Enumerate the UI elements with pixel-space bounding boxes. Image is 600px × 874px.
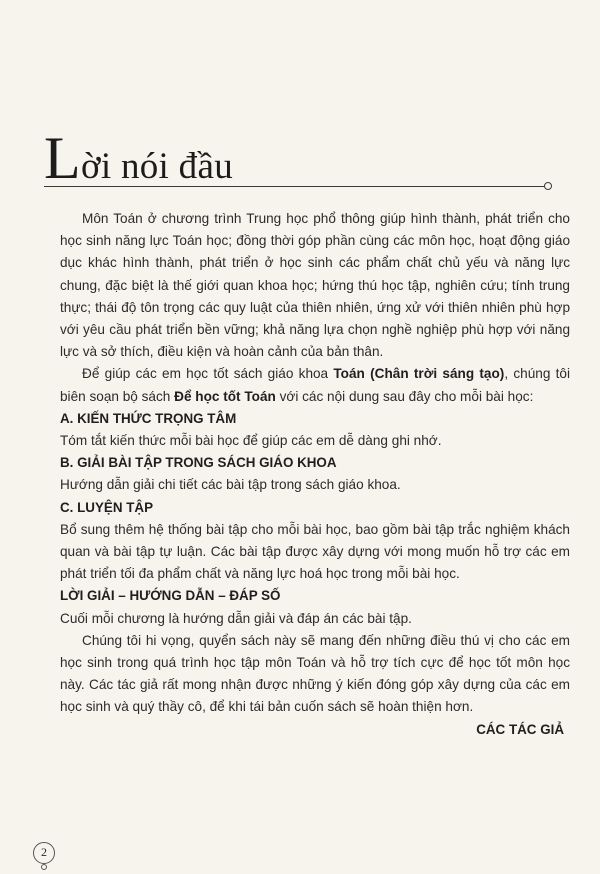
section-text-answers: Cuối mỗi chương là hướng dẫn giải và đáp án các bài tập. [60,610,412,626]
section-text-c: Bổ sung thêm hệ thống bài tập cho mỗi bài học, bao gồm bài tập trắc nghiệm khách quan và bài tập tự luận. Các bài tập được xây dựng với mong muốn hỗ trợ các em phát triển tối đa phẩm chất và năng lực hoá học trong mỗi bài học. [60,521,570,582]
title-initial: L [44,125,81,191]
section-text-a: Tóm tắt kiến thức mỗi bài học để giúp các em dễ dàng ghi nhớ. [60,433,442,449]
purpose-text-1: Để giúp các em học tốt sách giáo khoa [82,366,334,382]
section-text-b: Hướng dẫn giải chi tiết các bài tập trong sách giáo khoa. [60,477,401,493]
closing-paragraph: Chúng tôi hi vọng, quyển sách này sẽ mang đến những điều thú vị cho các em học sinh trong quá trình học tập môn Toán và hỗ trợ tích cực để học tốt môn học này. Các tác giả rất mong nhận được những ý kiến đóng góp xây dựng của các em học sinh và quý thầy cô, để khi tái bản cuốn sách sẽ hoàn thiện hơn. [60,632,570,715]
purpose-text-2: , chúng tôi biên soạn bộ sách [60,366,571,404]
section-heading-a: A. KIẾN THỨC TRỌNG TÂM [60,410,237,426]
author-signature: CÁC TÁC GIẢ [476,722,564,737]
series-name: Để học tốt Toán [174,388,276,404]
intro-paragraph: Môn Toán ở chương trình Trung học phổ thông giúp hình thành, phát triển cho học sinh năng lực Toán học; đồng thời góp phần cùng các môn học, hoạt động giáo dục khác hình thành, phát triển ở học sinh các phẩm chất chủ yếu và năng lực chung, đặc biệt là thế giới quan khoa học; hứng thú học tập, nghiên cứu; tính trung thực; thái độ tôn trọng các quy luật của thiên nhiên, ứng xử với thiên nhiên phù hợp với yêu cầu phát triển bền vững; khả năng lựa chọn nghề nghiệp phù hợp với năng lực và sở thích, điều kiện và hoàn cảnh của bản thân. [60,211,570,360]
page-number: 2 [41,845,47,859]
title-underline [44,186,547,187]
underline-end-dot [544,182,552,190]
purpose-text-3: với các nội dung sau đây cho mỗi bài học: [275,388,534,404]
page-number-badge [33,842,55,864]
section-heading-c: C. LUYỆN TẬP [60,499,153,515]
title-rest: ời nói đầu [80,146,234,187]
section-heading-b: B. GIẢI BÀI TẬP TRONG SÁCH GIÁO KHOA [60,455,337,471]
purpose-paragraph [60,363,570,407]
page-number-dot [41,864,47,870]
page-title [44,125,234,191]
section-heading-answers: LỜI GIẢI – HƯỚNG DẪN – ĐÁP SỐ [60,588,281,604]
textbook-name: Toán (Chân trời sáng tạo) [333,366,505,382]
preface-body [60,208,570,719]
